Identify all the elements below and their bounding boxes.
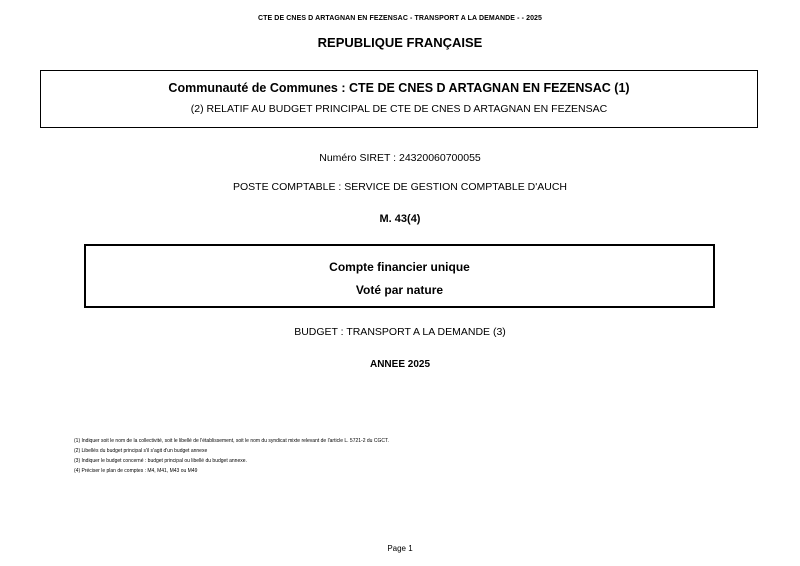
collectivity-subtitle: (2) RELATIF AU BUDGET PRINCIPAL DE CTE DE CNES D ARTAGNAN EN FEZENSAC [190,103,608,115]
collectivity-box [40,70,758,128]
footnote: (4) Préciser le plan de comptes : M4, M41, M43 ou M49 [74,468,198,474]
document-type-box [84,244,715,308]
budget-label: BUDGET : TRANSPORT A LA DEMANDE (3) [294,326,506,338]
document-type-subtitle: Voté par nature [355,283,444,297]
document-type-title: Compte financier unique [329,260,470,274]
collectivity-title: Communauté de Communes : CTE DE CNES D ARTAGNAN EN FEZENSAC (1) [168,81,630,95]
nomenclature: M. 43(4) [379,213,421,225]
siret-number: Numéro SIRET : 24320060700055 [319,152,481,164]
running-header: CTE DE CNES D ARTAGNAN EN FEZENSAC - TRANSPORT A LA DEMANDE - - 2025 [257,15,543,22]
page-number: Page 1 [387,544,413,553]
footnote: (2) Libellés du budget principal s'il s'agit d'un budget annexe [74,448,208,454]
year-label: ANNEE 2025 [369,359,431,370]
republic-heading: REPUBLIQUE FRANÇAISE [317,35,483,50]
footnote: (3) Indiquer le budget concerné : budget principal ou libellé du budget annexe. [74,458,247,464]
poste-comptable: POSTE COMPTABLE : SERVICE DE GESTION COMPTABLE D'AUCH [233,181,567,193]
footnote: (1) Indiquer soit le nom de la collectivité, soit le libellé de l'établissement, soit le nom du syndicat mixte relevant de l'article L. 5721-2 du CGCT. [74,438,389,444]
footnotes [74,436,574,476]
